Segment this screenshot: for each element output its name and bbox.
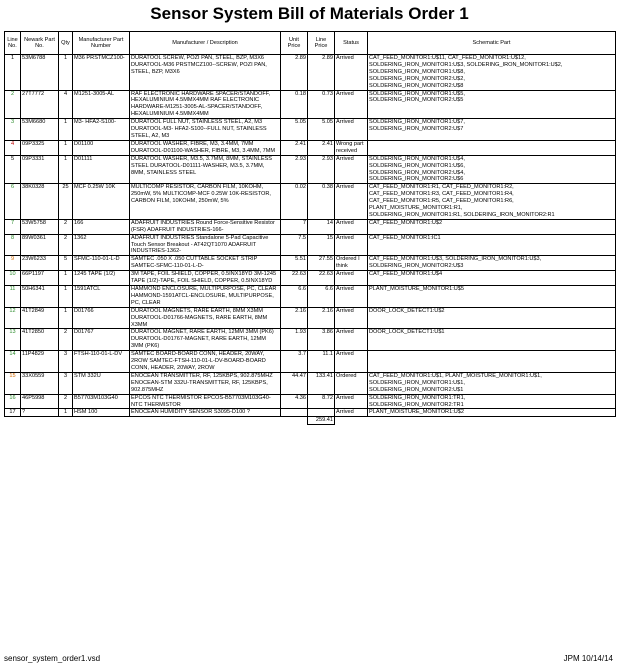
- footer-filename: sensor_system_order1.vsd: [4, 654, 101, 663]
- status: Arrived: [335, 329, 368, 351]
- line-price: 14: [308, 219, 335, 234]
- total-spacer-right: [335, 417, 616, 425]
- line-price: 27.55: [308, 256, 335, 271]
- newark-part-no: 33X0559: [21, 372, 59, 394]
- status: Arrived: [335, 234, 368, 256]
- newark-part-no: 50H6341: [21, 286, 59, 308]
- quantity: 1: [59, 286, 73, 308]
- line-number: 6: [5, 184, 21, 220]
- line-number: 16: [5, 394, 21, 409]
- line-price: 5.05: [308, 119, 335, 141]
- line-number: 10: [5, 271, 21, 286]
- schematic-part: CAT_FEED_MONITOR1:U$11, CAT_FEED_MONITOR1:U$12, SOLDERING_IRON_MONITOR1:U$3, SOLDERING_IRON_MONITOR1:U$2, SOLDERING_IRON_MONITOR1:U$8, SOLDERING_IRON_MONITOR2:U$2, SOLDERING_IRON_MONITOR2:U$8: [368, 55, 616, 91]
- mfr-part-number: SFMC-110-01-L-D: [73, 256, 130, 271]
- line-number: 2: [5, 90, 21, 119]
- unit-price: 6.6: [281, 286, 308, 308]
- schematic-part: CAT_FEED_MONITOR1:U$2: [368, 219, 616, 234]
- mfr-part-number: STM 332U: [73, 372, 130, 394]
- newark-part-no: ?: [21, 409, 59, 417]
- newark-part-no: 41T2849: [21, 307, 59, 329]
- unit-price: 0.18: [281, 90, 308, 119]
- line-price: 133.41: [308, 372, 335, 394]
- quantity: 4: [59, 90, 73, 119]
- quantity: 25: [59, 184, 73, 220]
- quantity: 2: [59, 394, 73, 409]
- status: Arrived: [335, 409, 368, 417]
- quantity: 2: [59, 329, 73, 351]
- schematic-part: CAT_FEED_MONITOR1:U$4: [368, 271, 616, 286]
- line-price: 2.89: [308, 55, 335, 91]
- line-price: 3.86: [308, 329, 335, 351]
- header-line-price: Line Price: [308, 32, 335, 55]
- status: Arrived: [335, 184, 368, 220]
- document-title: Sensor System Bill of Materials Order 1: [150, 4, 469, 23]
- schematic-part: SOLDERING_IRON_MONITOR1:U$7, SOLDERING_IRON_MONITOR2:U$7: [368, 119, 616, 141]
- newark-part-no: 11P4829: [21, 351, 59, 373]
- header-line-no: Line No.: [5, 32, 21, 55]
- line-number: 8: [5, 234, 21, 256]
- header-row: [5, 32, 616, 55]
- newark-part-no: 23W6233: [21, 256, 59, 271]
- unit-price: 44.47: [281, 372, 308, 394]
- quantity: 1: [59, 119, 73, 141]
- line-price: 6.6: [308, 286, 335, 308]
- header-status: Status: [335, 32, 368, 55]
- description: DURATOOL MAGNET, RARE EARTH, 12MM 3MM (PK6) DURATOOL-D01767-MAGNET, RARE EARTH, 12MM 3MM (PK6): [130, 329, 281, 351]
- status: Arrived: [335, 394, 368, 409]
- line-number: 7: [5, 219, 21, 234]
- schematic-part: CAT_FEED_MONITOR1:IC1: [368, 234, 616, 256]
- line-price: 2.16: [308, 307, 335, 329]
- unit-price: 5.51: [281, 256, 308, 271]
- quantity: 5: [59, 256, 73, 271]
- mfr-part-number: 166: [73, 219, 130, 234]
- mfr-part-number: M1251-3005-AL: [73, 90, 130, 119]
- line-number: 14: [5, 351, 21, 373]
- total-spacer: [5, 417, 308, 425]
- line-number: 13: [5, 329, 21, 351]
- status: Arrived: [335, 90, 368, 119]
- description: DURATOOL MAGNETS, RARE EARTH, 8MM X3MM DURATOOL-D01766-MAGNETS, RARE EARTH, 8MM X3MM: [130, 307, 281, 329]
- table-row: [5, 55, 616, 91]
- unit-price: 4.36: [281, 394, 308, 409]
- newark-part-no: 38K0328: [21, 184, 59, 220]
- newark-part-no: 53M6788: [21, 55, 59, 91]
- line-number: 15: [5, 372, 21, 394]
- mfr-part-number: 1591ATCL: [73, 286, 130, 308]
- description: ENOCEAN HUMIDITY SENSOR S3095-D100 ?: [130, 409, 281, 417]
- table-row: [5, 286, 616, 308]
- mfr-part-number: 1362: [73, 234, 130, 256]
- table-row: [5, 256, 616, 271]
- description: DURATOOL FULL NUT, STAINLESS STEEL, A2, M3 DURATOOL-M3- HFA2-S100--FULL NUT, STAINLESS STEEL, A2, M3: [130, 119, 281, 141]
- mfr-part-number: MCF 0.25W 10K: [73, 184, 130, 220]
- quantity: 2: [59, 219, 73, 234]
- table-row: [5, 140, 616, 155]
- unit-price: 7.5: [281, 234, 308, 256]
- schematic-part: [368, 140, 616, 155]
- schematic-part: CAT_FEED_MONITOR1:U$1, PLANT_MOISTURE_MONITOR1:U$1, SOLDERING_IRON_MONITOR1:U$1, SOLDERING_IRON_MONITOR2:U$1: [368, 372, 616, 394]
- quantity: 1: [59, 271, 73, 286]
- unit-price: 0.02: [281, 184, 308, 220]
- line-price: [308, 409, 335, 417]
- unit-price: 1.93: [281, 329, 308, 351]
- table-row: [5, 155, 616, 184]
- line-price: 15: [308, 234, 335, 256]
- table-row: [5, 90, 616, 119]
- line-price: 11.1: [308, 351, 335, 373]
- line-price: 0.73: [308, 90, 335, 119]
- newark-part-no: 09P3325: [21, 140, 59, 155]
- status: Arrived: [335, 351, 368, 373]
- mfr-part-number: D01766: [73, 307, 130, 329]
- quantity: 1: [59, 307, 73, 329]
- table-row: [5, 119, 616, 141]
- header-description: Manufacturer / Description: [130, 32, 281, 55]
- unit-price: 3.7: [281, 351, 308, 373]
- line-number: 11: [5, 286, 21, 308]
- header-schematic-part: Schematic Part: [368, 32, 616, 55]
- table-row: [5, 219, 616, 234]
- line-price: 2.41: [308, 140, 335, 155]
- newark-part-no: 41T2850: [21, 329, 59, 351]
- grand-total: 259.41: [308, 417, 335, 425]
- table-row: [5, 351, 616, 373]
- line-price: 0.38: [308, 184, 335, 220]
- quantity: 3: [59, 372, 73, 394]
- mfr-part-number: D01100: [73, 140, 130, 155]
- mfr-part-number: D01767: [73, 329, 130, 351]
- table-row: [5, 329, 616, 351]
- line-number: 12: [5, 307, 21, 329]
- mfr-part-number: D01111: [73, 155, 130, 184]
- bom-body: [5, 55, 616, 417]
- unit-price: 2.41: [281, 140, 308, 155]
- newark-part-no: 27T7772: [21, 90, 59, 119]
- unit-price: 22.63: [281, 271, 308, 286]
- schematic-part: [368, 351, 616, 373]
- status: Arrived: [335, 307, 368, 329]
- header-newark-part: Newark Part No.: [21, 32, 59, 55]
- status: Arrived: [335, 155, 368, 184]
- unit-price: [281, 409, 308, 417]
- header-qty: Qty: [59, 32, 73, 55]
- table-row: [5, 372, 616, 394]
- line-price: 2.93: [308, 155, 335, 184]
- quantity: 1: [59, 140, 73, 155]
- mfr-part-number: B57703M103G40: [73, 394, 130, 409]
- unit-price: 2.89: [281, 55, 308, 91]
- header-unit-price: Unit Price: [281, 32, 308, 55]
- schematic-part: CAT_FEED_MONITOR1:U$3, SOLDERING_IRON_MONITOR1:U$3, SOLDERING_IRON_MONITOR2:U$3: [368, 256, 616, 271]
- table-row: [5, 271, 616, 286]
- bom-table: [4, 31, 616, 425]
- unit-price: 2.16: [281, 307, 308, 329]
- status: Arrived: [335, 119, 368, 141]
- unit-price: 2.93: [281, 155, 308, 184]
- line-number: 5: [5, 155, 21, 184]
- total-row: [5, 417, 616, 425]
- line-number: 1: [5, 55, 21, 91]
- header-mfr-part: Manufacturer Part Number: [73, 32, 130, 55]
- mfr-part-number: M3- HFA2-S100-: [73, 119, 130, 141]
- description: 3M TAPE, FOIL SHIELD, COPPER, 0.5INX18YD 3M-1245 TAPE (1/2)-TAPE, FOIL SHIELD, COPPER, 0.5INX18YD: [130, 271, 281, 286]
- status: Wrong part received: [335, 140, 368, 155]
- status: Arrived: [335, 286, 368, 308]
- newark-part-no: 66P1197: [21, 271, 59, 286]
- description: ENOCEAN TRANSMITTER, RF, 125KBPS, 902.875MHZ ENOCEAN-STM 332U-TRANSMITTER, RF, 125KBPS, 902.875MHZ: [130, 372, 281, 394]
- newark-part-no: 89W0361: [21, 234, 59, 256]
- line-price: 8.72: [308, 394, 335, 409]
- schematic-part: PLANT_MOISTURE_MONITOR1:U$2: [368, 409, 616, 417]
- status: Ordered: [335, 372, 368, 394]
- schematic-part: DOOR_LOCK_DETECT1:U$2: [368, 307, 616, 329]
- description: SAMTEC BOARD-BOARD CONN, HEADER, 20WAY, 2ROW SAMTEC-FTSH-110-01-L-DV-BOARD-BOARD CONN, HEADER, 20WAY, 2ROW: [130, 351, 281, 373]
- description: ADAFRUIT INDUSTRIES Round Force-Sensitive Resistor (FSR) ADAFRUIT INDUSTRIES-166-: [130, 219, 281, 234]
- quantity: 1: [59, 55, 73, 91]
- quantity: 1: [59, 409, 73, 417]
- description: DURATOOL WASHER, FIBRE, M3, 3.4MM, 7MM DURATOOL-D01100-WASHER, FIBRE, M3, 3.4MM, 7MM: [130, 140, 281, 155]
- schematic-part: SOLDERING_IRON_MONITOR1:U$4, SOLDERING_IRON_MONITOR1:U$6, SOLDERING_IRON_MONITOR2:U$4, SOLDERING_IRON_MONITOR2:U$6: [368, 155, 616, 184]
- description: MULTICOMP RESISTOR, CARBON FILM, 10KOHM, 250mW, 5% MULTICOMP-MCF 0.25W 10K-RESISTOR, CARBON FILM, 10KOHM, 250mW, 5%: [130, 184, 281, 220]
- schematic-part: PLANT_MOISTURE_MONITOR1:U$5: [368, 286, 616, 308]
- schematic-part: SOLDERING_IRON_MONITOR1:TR1, SOLDERING_IRON_MONITOR2:TR1: [368, 394, 616, 409]
- mfr-part-number: FTSH-110-01-L-DV: [73, 351, 130, 373]
- quantity: 2: [59, 234, 73, 256]
- line-number: 3: [5, 119, 21, 141]
- line-number: 17: [5, 409, 21, 417]
- description: DURATOOL WASHER, M3.5, 3.7MM, 8MM, STAINLESS STEEL DURATOOL-D01111-WASHER, M3.5, 3.7MM, 8MM, STAINLESS STEEL: [130, 155, 281, 184]
- unit-price: 7: [281, 219, 308, 234]
- description: RAF ELECTRONIC HARDWARE SPACER/STANDOFF, HEXALUMINIUM 4.5MMX4MM RAF ELECTRONIC HARDWARE-M1251-3005-AL-SPACER/STANDOFF, HEXALUMINIUM 4.5MMX4MM: [130, 90, 281, 119]
- line-number: 4: [5, 140, 21, 155]
- status: Arrived: [335, 55, 368, 91]
- newark-part-no: 46P5998: [21, 394, 59, 409]
- mfr-part-number: HSM 100: [73, 409, 130, 417]
- footer-signature: JPM 10/14/14: [563, 654, 613, 663]
- newark-part-no: 09P3331: [21, 155, 59, 184]
- description: HAMMOND ENCLOSURE, MULTIPURPOSE, PC, CLEAR HAMMOND-1591ATCL-ENCLOSURE, MULTIPURPOSE, PC, CLEAR: [130, 286, 281, 308]
- mfr-part-number: M36 PRSTMCZ100-: [73, 55, 130, 91]
- status: Ordered I think: [335, 256, 368, 271]
- schematic-part: DOOR_LOCK_DETECT1:U$1: [368, 329, 616, 351]
- description: ADAFRUIT INDUSTRIES Standalone 5-Pad Capacitive Touch Sensor Breakout - AT42QT1070 ADAFRUIT INDUSTRIES-1362-: [130, 234, 281, 256]
- table-row: [5, 409, 616, 417]
- status: Arrived: [335, 271, 368, 286]
- unit-price: 5.05: [281, 119, 308, 141]
- schematic-part: CAT_FEED_MONITOR1:R1, CAT_FEED_MONITOR1:R2, CAT_FEED_MONITOR1:R3, CAT_FEED_MONITOR1:R4, CAT_FEED_MONITOR1:R5, CAT_FEED_MONITOR1:R6, PLANT_MOISTURE_MONITOR1:R1, SOLDERING_IRON_MONITOR1:R1, SOLDERING_IRON_MONITOR2:R1: [368, 184, 616, 220]
- quantity: 1: [59, 155, 73, 184]
- status: Arrived: [335, 219, 368, 234]
- line-number: 9: [5, 256, 21, 271]
- description: SAMTEC .050 X .050 CUTTABLE SOCKET STRIP SAMTEC-SFMC-110-01-L-D-: [130, 256, 281, 271]
- schematic-part: SOLDERING_IRON_MONITOR1:U$5, SOLDERING_IRON_MONITOR2:U$5: [368, 90, 616, 119]
- description: DURATOOL SCREW, POZI PAN, STEEL, BZP, M3X6 DURATOOL-M36 PRSTMCZ100--SCREW, POZI PAN, STEEL, BZP, M3X6: [130, 55, 281, 91]
- description: EPCOS NTC THERMISTOR EPCOS-B57703M103G40-NTC THERMISTOR: [130, 394, 281, 409]
- mfr-part-number: 1245 TAPE (1/2): [73, 271, 130, 286]
- quantity: 3: [59, 351, 73, 373]
- table-row: [5, 184, 616, 220]
- table-row: [5, 234, 616, 256]
- table-row: [5, 307, 616, 329]
- line-price: 22.63: [308, 271, 335, 286]
- newark-part-no: 53M6680: [21, 119, 59, 141]
- newark-part-no: 53W5758: [21, 219, 59, 234]
- table-row: [5, 394, 616, 409]
